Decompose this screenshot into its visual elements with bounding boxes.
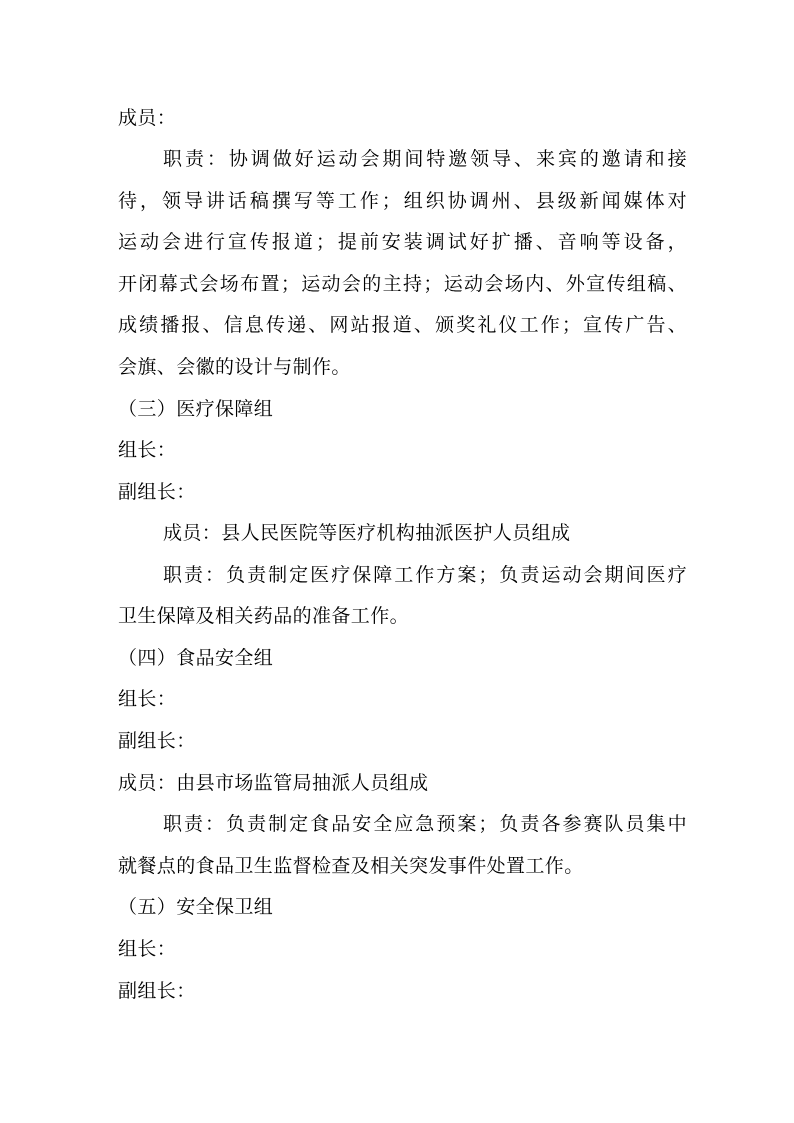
duties-paragraph-line: 开闭幕式会场布置；运动会的主持；运动会场内、外宣传组稿、 [118,273,687,295]
members-label: 成员： [118,107,177,129]
deputy-leader-label: 副组长： [118,730,196,752]
section-heading-security: （五）安全保卫组 [118,896,274,918]
duties-paragraph-line: 待，领导讲话稿撰写等工作；组织协调州、县级新闻媒体对 [118,190,687,212]
duties-paragraph-line: 卫生保障及相关药品的准备工作。 [118,605,410,627]
duties-paragraph-line: 就餐点的食品卫生监督检查及相关突发事件处置工作。 [118,855,584,877]
leader-label: 组长： [118,439,177,461]
duties-paragraph-line: 运动会进行宣传报道；提前安装调试好扩播、音响等设备， [118,231,687,253]
duties-paragraph-line: 成绩播报、信息传递、网站报道、颁奖礼仪工作；宣传广告、 [118,314,687,336]
members-line: 成员：县人民医院等医疗机构抽派医护人员组成 [163,522,571,544]
duties-paragraph-line: 职责：负责制定医疗保障工作方案；负责运动会期间医疗 [163,564,687,586]
members-line: 成员：由县市场监管局抽派人员组成 [118,772,429,794]
duties-paragraph-line: 职责：协调做好运动会期间特邀领导、来宾的邀请和接 [163,148,687,170]
duties-paragraph-line: 会旗、会徽的设计与制作。 [118,356,351,378]
duties-paragraph-line: 职责：负责制定食品安全应急预案；负责各参赛队员集中 [163,813,687,835]
deputy-leader-label: 副组长： [118,980,196,1002]
section-heading-food-safety: （四）食品安全组 [118,647,274,669]
deputy-leader-label: 副组长： [118,481,196,503]
leader-label: 组长： [118,688,177,710]
section-heading-medical: （三）医疗保障组 [118,398,274,420]
leader-label: 组长： [118,938,177,960]
